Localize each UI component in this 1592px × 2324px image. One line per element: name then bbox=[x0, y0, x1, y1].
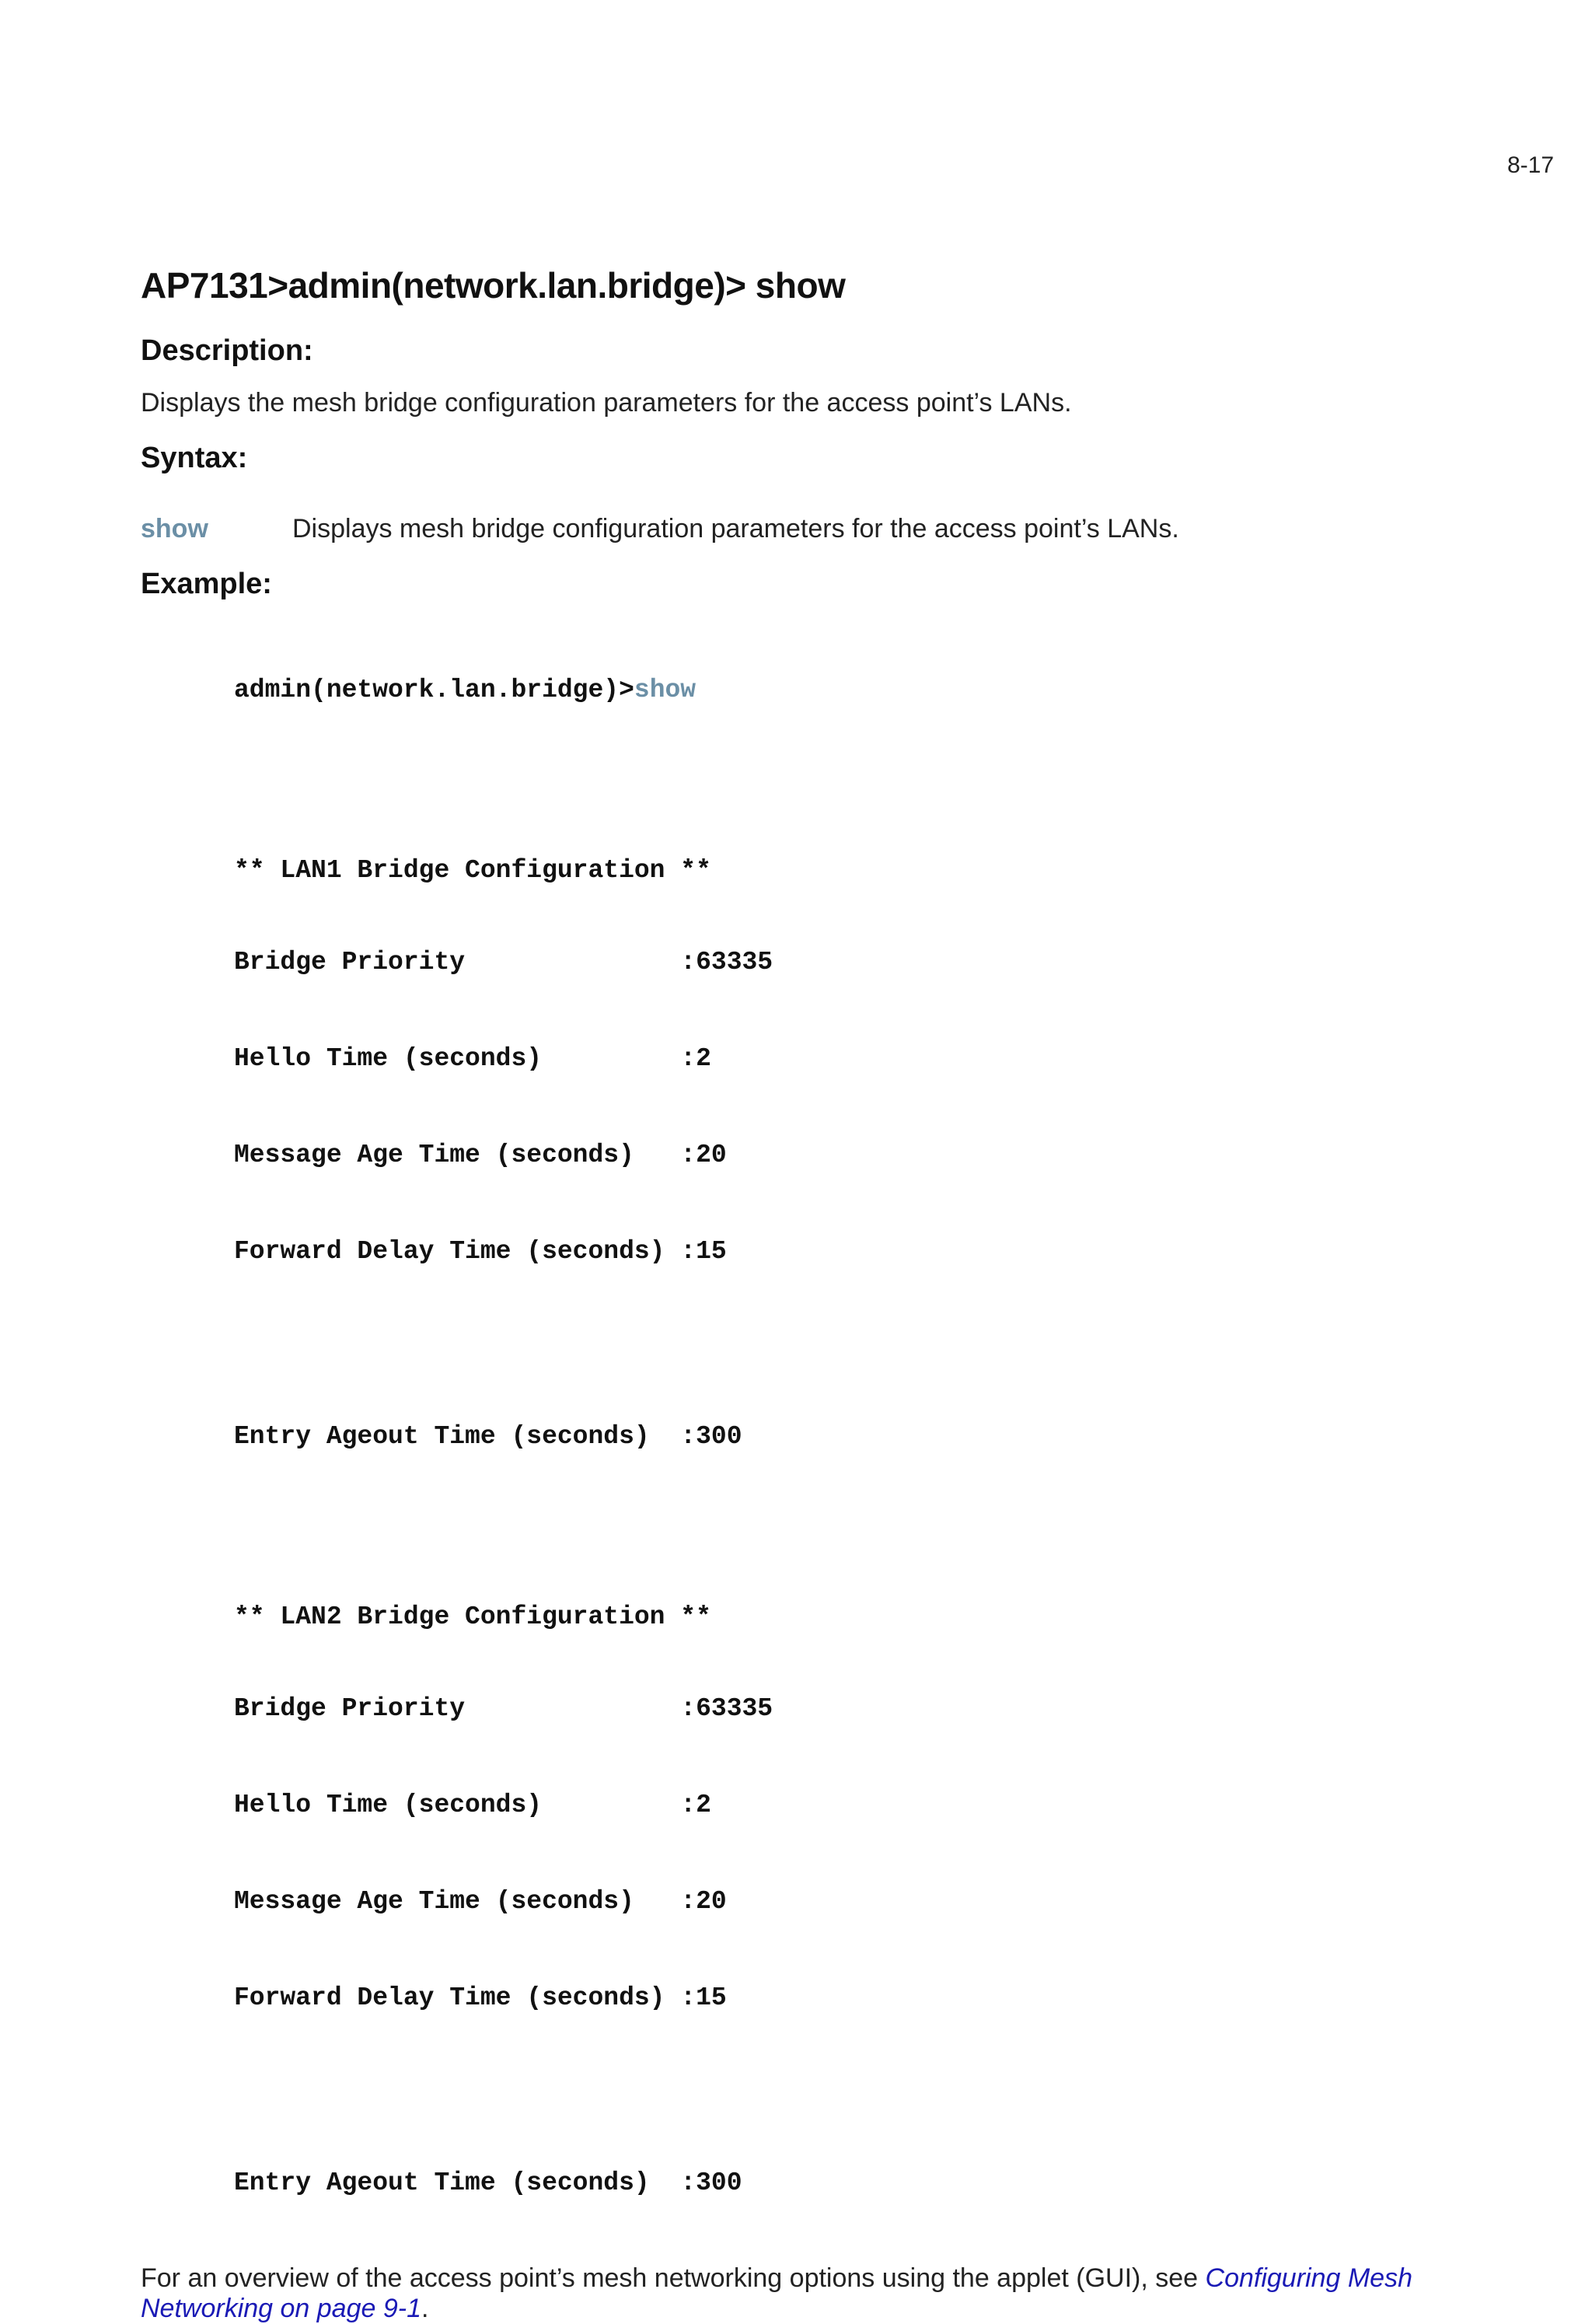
code-command: show bbox=[634, 676, 696, 704]
code-spacer bbox=[234, 767, 1524, 799]
lan1-entry-ageout: Entry Ageout Time (seconds) :300 bbox=[234, 1422, 742, 1451]
code-spacer bbox=[234, 1329, 1524, 1360]
code-prompt-line bbox=[234, 671, 1524, 710]
example-code-block bbox=[234, 613, 1524, 2260]
code-prompt: admin(network.lan.bridge)> bbox=[234, 676, 634, 704]
lan1-forward-delay: Forward Delay Time (seconds) :15 bbox=[234, 1237, 727, 1266]
lan2-forward-delay: Forward Delay Time (seconds) :15 bbox=[234, 1983, 727, 2012]
lan1-message-age: Message Age Time (seconds) :20 bbox=[234, 1141, 727, 1169]
code-spacer bbox=[234, 2075, 1524, 2106]
lan2-entry-ageout: Entry Ageout Time (seconds) :300 bbox=[234, 2168, 742, 2197]
cross-reference-link[interactable]: Configuring Mesh Networking on page 9-1 bbox=[141, 2263, 1412, 2323]
syntax-heading: Syntax: bbox=[141, 442, 248, 474]
page-number: 8-17 bbox=[1506, 152, 1554, 178]
lan1-hello-time: Hello Time (seconds) :2 bbox=[234, 1044, 711, 1073]
page-title: AP7131>admin(network.lan.bridge)> show bbox=[141, 265, 846, 306]
code-spacer bbox=[234, 1514, 1524, 1545]
page-content bbox=[141, 264, 1524, 2324]
syntax-command: show bbox=[141, 514, 208, 543]
footer-text: For an overview of the access point’s mesh networking options using the applet (GUI), see bbox=[141, 2263, 1206, 2293]
lan2-bridge-priority: Bridge Priority :63335 bbox=[234, 1694, 773, 1723]
footer-paragraph bbox=[141, 2263, 1524, 2324]
lan1-header: ** LAN1 Bridge Configuration ** bbox=[234, 856, 711, 885]
description-heading: Description: bbox=[141, 334, 313, 367]
lan1-bridge-priority: Bridge Priority :63335 bbox=[234, 948, 773, 977]
lan2-hello-time: Hello Time (seconds) :2 bbox=[234, 1791, 711, 1819]
lan2-message-age: Message Age Time (seconds) :20 bbox=[234, 1887, 727, 1916]
footer-end: . bbox=[421, 2294, 429, 2323]
syntax-description: Displays mesh bridge configuration parameters for the access point’s LANs. bbox=[292, 514, 1179, 543]
description-text: Displays the mesh bridge configuration parameters for the access point’s LANs. bbox=[141, 388, 1072, 418]
syntax-row bbox=[141, 514, 1524, 544]
example-heading: Example: bbox=[141, 568, 272, 600]
lan2-header: ** LAN2 Bridge Configuration ** bbox=[234, 1602, 711, 1631]
